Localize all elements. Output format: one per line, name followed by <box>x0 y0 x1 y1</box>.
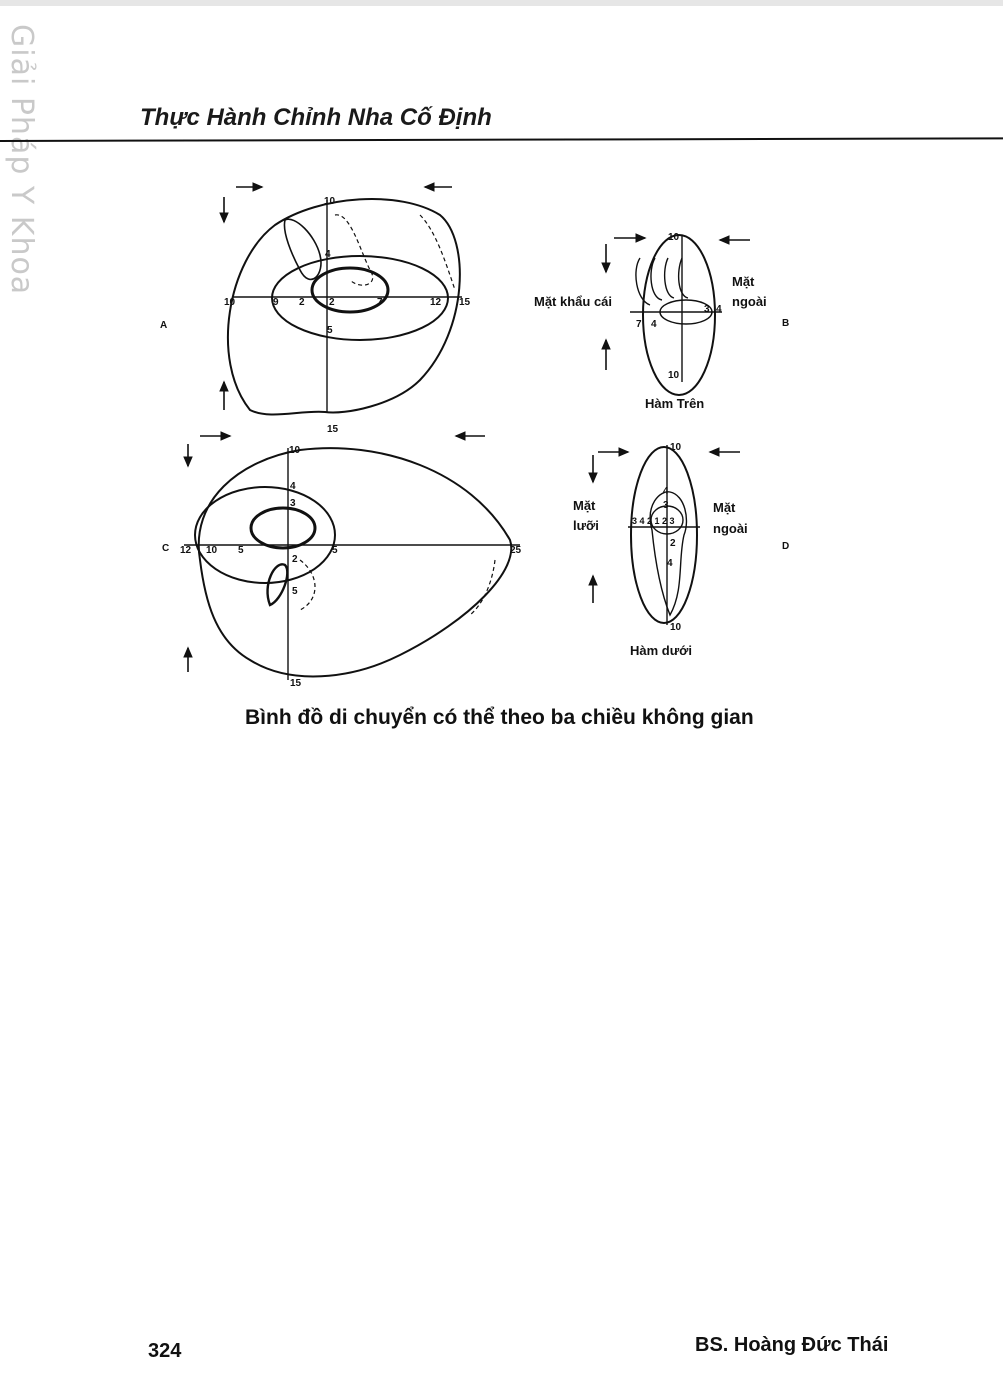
a-tick-12: 12 <box>430 297 442 308</box>
c-tick-10-top: 10 <box>289 445 301 456</box>
author-credit: BS. Hoàng Đức Thái <box>695 1334 889 1356</box>
c-tick-12: 12 <box>180 545 192 556</box>
d-tick-row: 3 4 2 1 2 3 <box>632 516 675 526</box>
b-buccal-label-1: Mặt <box>732 274 755 289</box>
d-tick-4-bottom: 4 <box>667 558 673 569</box>
b-buccal-label-2: ngoài <box>732 294 767 309</box>
c-tick-5-right: 5 <box>332 545 338 556</box>
d-lingual-label-1: Mặt <box>573 498 596 513</box>
d-buccal-label-2: ngoài <box>713 521 748 536</box>
d-tick-4: 4 <box>663 486 669 497</box>
figure-caption: Bình đồ di chuyển có thể theo ba chiều không gian <box>245 706 754 729</box>
b-tick-4-right: 4 <box>716 304 722 315</box>
b-tick-10-top: 10 <box>668 232 680 243</box>
b-tick-10-bottom: 10 <box>668 370 680 381</box>
page-number: 324 <box>148 1340 182 1362</box>
c-tick-25: 25 <box>510 545 522 556</box>
a-tick-10-top: 10 <box>324 196 336 207</box>
c-tick-3: 3 <box>290 498 296 509</box>
c-tick-4: 4 <box>290 481 296 492</box>
running-header: Thực Hành Chỉnh Nha Cố Định <box>140 104 492 131</box>
a-tick-7: 7 <box>377 297 383 308</box>
a-tick-15-right: 15 <box>459 297 471 308</box>
panel-b-letter: B <box>782 318 790 329</box>
d-jaw-label: Hàm dưới <box>630 643 692 658</box>
c-tick-5-bottom: 5 <box>292 586 298 597</box>
c-tick-15: 15 <box>290 678 302 689</box>
panel-a <box>224 187 462 415</box>
d-tick-10-bottom: 10 <box>670 622 682 633</box>
c-tick-2: 2 <box>292 554 298 565</box>
a-tick-10-left: 10 <box>224 297 236 308</box>
watermark: Giải Pháp Y Khoa <box>4 24 39 296</box>
b-jaw-label: Hàm Trên <box>645 396 705 411</box>
a-tick-2: 2 <box>299 297 305 308</box>
panel-c <box>184 436 520 680</box>
b-tick-4: 4 <box>651 319 657 330</box>
d-tick-10-top: 10 <box>670 442 682 453</box>
a-tick-4: 4 <box>325 249 331 260</box>
c-tick-5: 5 <box>238 545 244 556</box>
d-buccal-label-1: Mặt <box>713 500 736 515</box>
a-tick-9: 9 <box>273 297 279 308</box>
panel-a-letter: A <box>160 320 168 331</box>
a-tick-15-bottom: 15 <box>327 424 339 435</box>
b-tick-7: 7 <box>636 319 642 330</box>
b-tick-3: 3 <box>704 304 710 315</box>
panel-c-letter: C <box>162 543 170 554</box>
a-tick-5: 5 <box>327 325 333 336</box>
a-tick-2b: 2 <box>329 297 335 308</box>
d-lingual-label-2: lưỡi <box>573 518 599 533</box>
b-lingual-label: Mặt khẩu cái <box>534 294 613 309</box>
panel-d-letter: D <box>782 541 790 552</box>
c-tick-10: 10 <box>206 545 218 556</box>
d-tick-2: 2 <box>670 538 676 549</box>
d-tick-3: 3 <box>663 500 669 511</box>
